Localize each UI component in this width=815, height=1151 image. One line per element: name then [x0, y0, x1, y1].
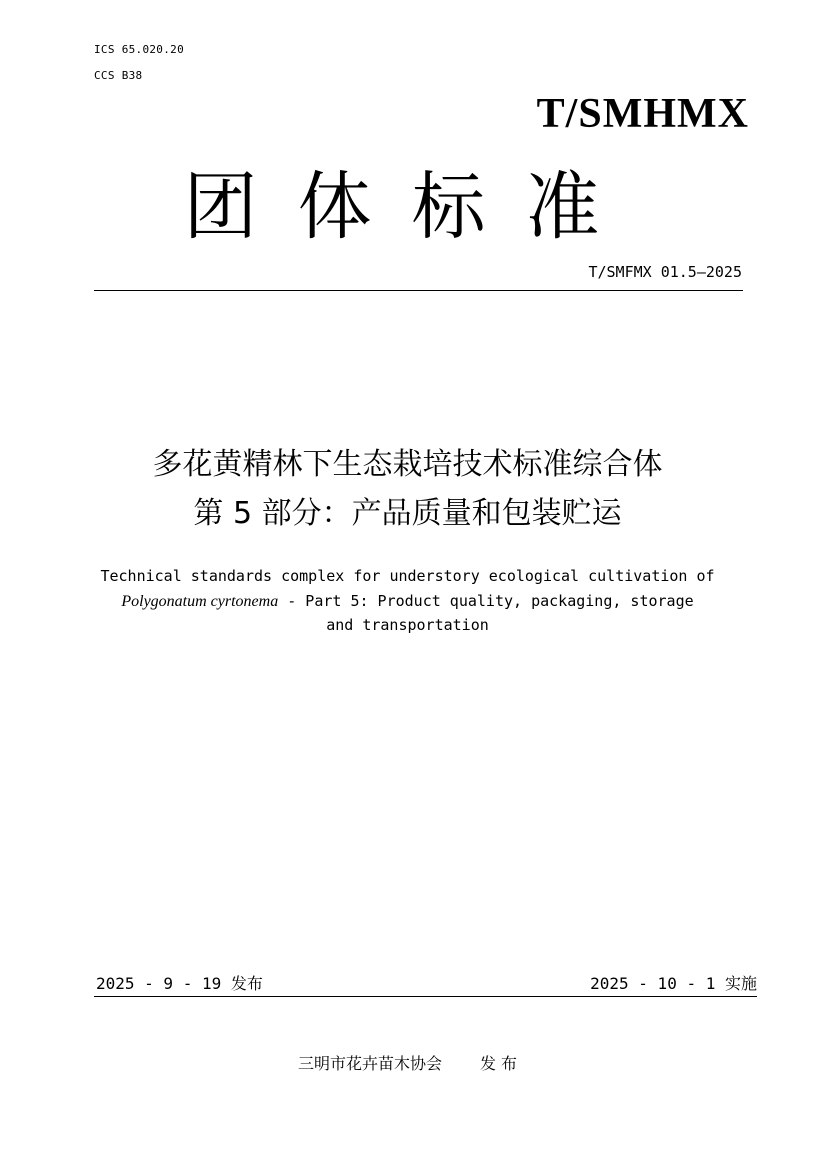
publisher-name: 三明市花卉苗木协会	[297, 1054, 442, 1073]
chinese-title-line-1: 多花黄精林下生态栽培技术标准综合体	[152, 447, 663, 482]
species-name: Polygonatum cyrtonema	[121, 593, 279, 610]
ccs-code: CCS B38	[94, 69, 143, 82]
footer-divider	[94, 996, 757, 997]
issue-date: 2025 - 9 - 19 发布	[96, 974, 263, 993]
publish-action: 发 布	[479, 1054, 518, 1073]
standard-brand-code: T/SMHMX	[536, 91, 749, 137]
implementation-date: 2025 - 10 - 1 实施	[590, 974, 757, 993]
english-title-line-3: and transportation	[326, 616, 489, 634]
standard-number: T/SMFMX 01.5—2025	[588, 263, 742, 281]
ics-code: ICS 65.020.20	[94, 43, 184, 56]
header-divider	[94, 290, 743, 291]
english-title-line-2	[0, 591, 815, 612]
chinese-title-line-2: 第 5 部分：产品质量和包装贮运	[193, 496, 622, 531]
publisher-line	[0, 1053, 815, 1075]
english-title-line-1: Technical standards complex for understory ecological cultivation of	[100, 567, 715, 585]
document-type-heading: 团体标准	[183, 164, 640, 250]
english-title-part: - Part 5: Product quality, packaging, storage	[278, 592, 694, 610]
